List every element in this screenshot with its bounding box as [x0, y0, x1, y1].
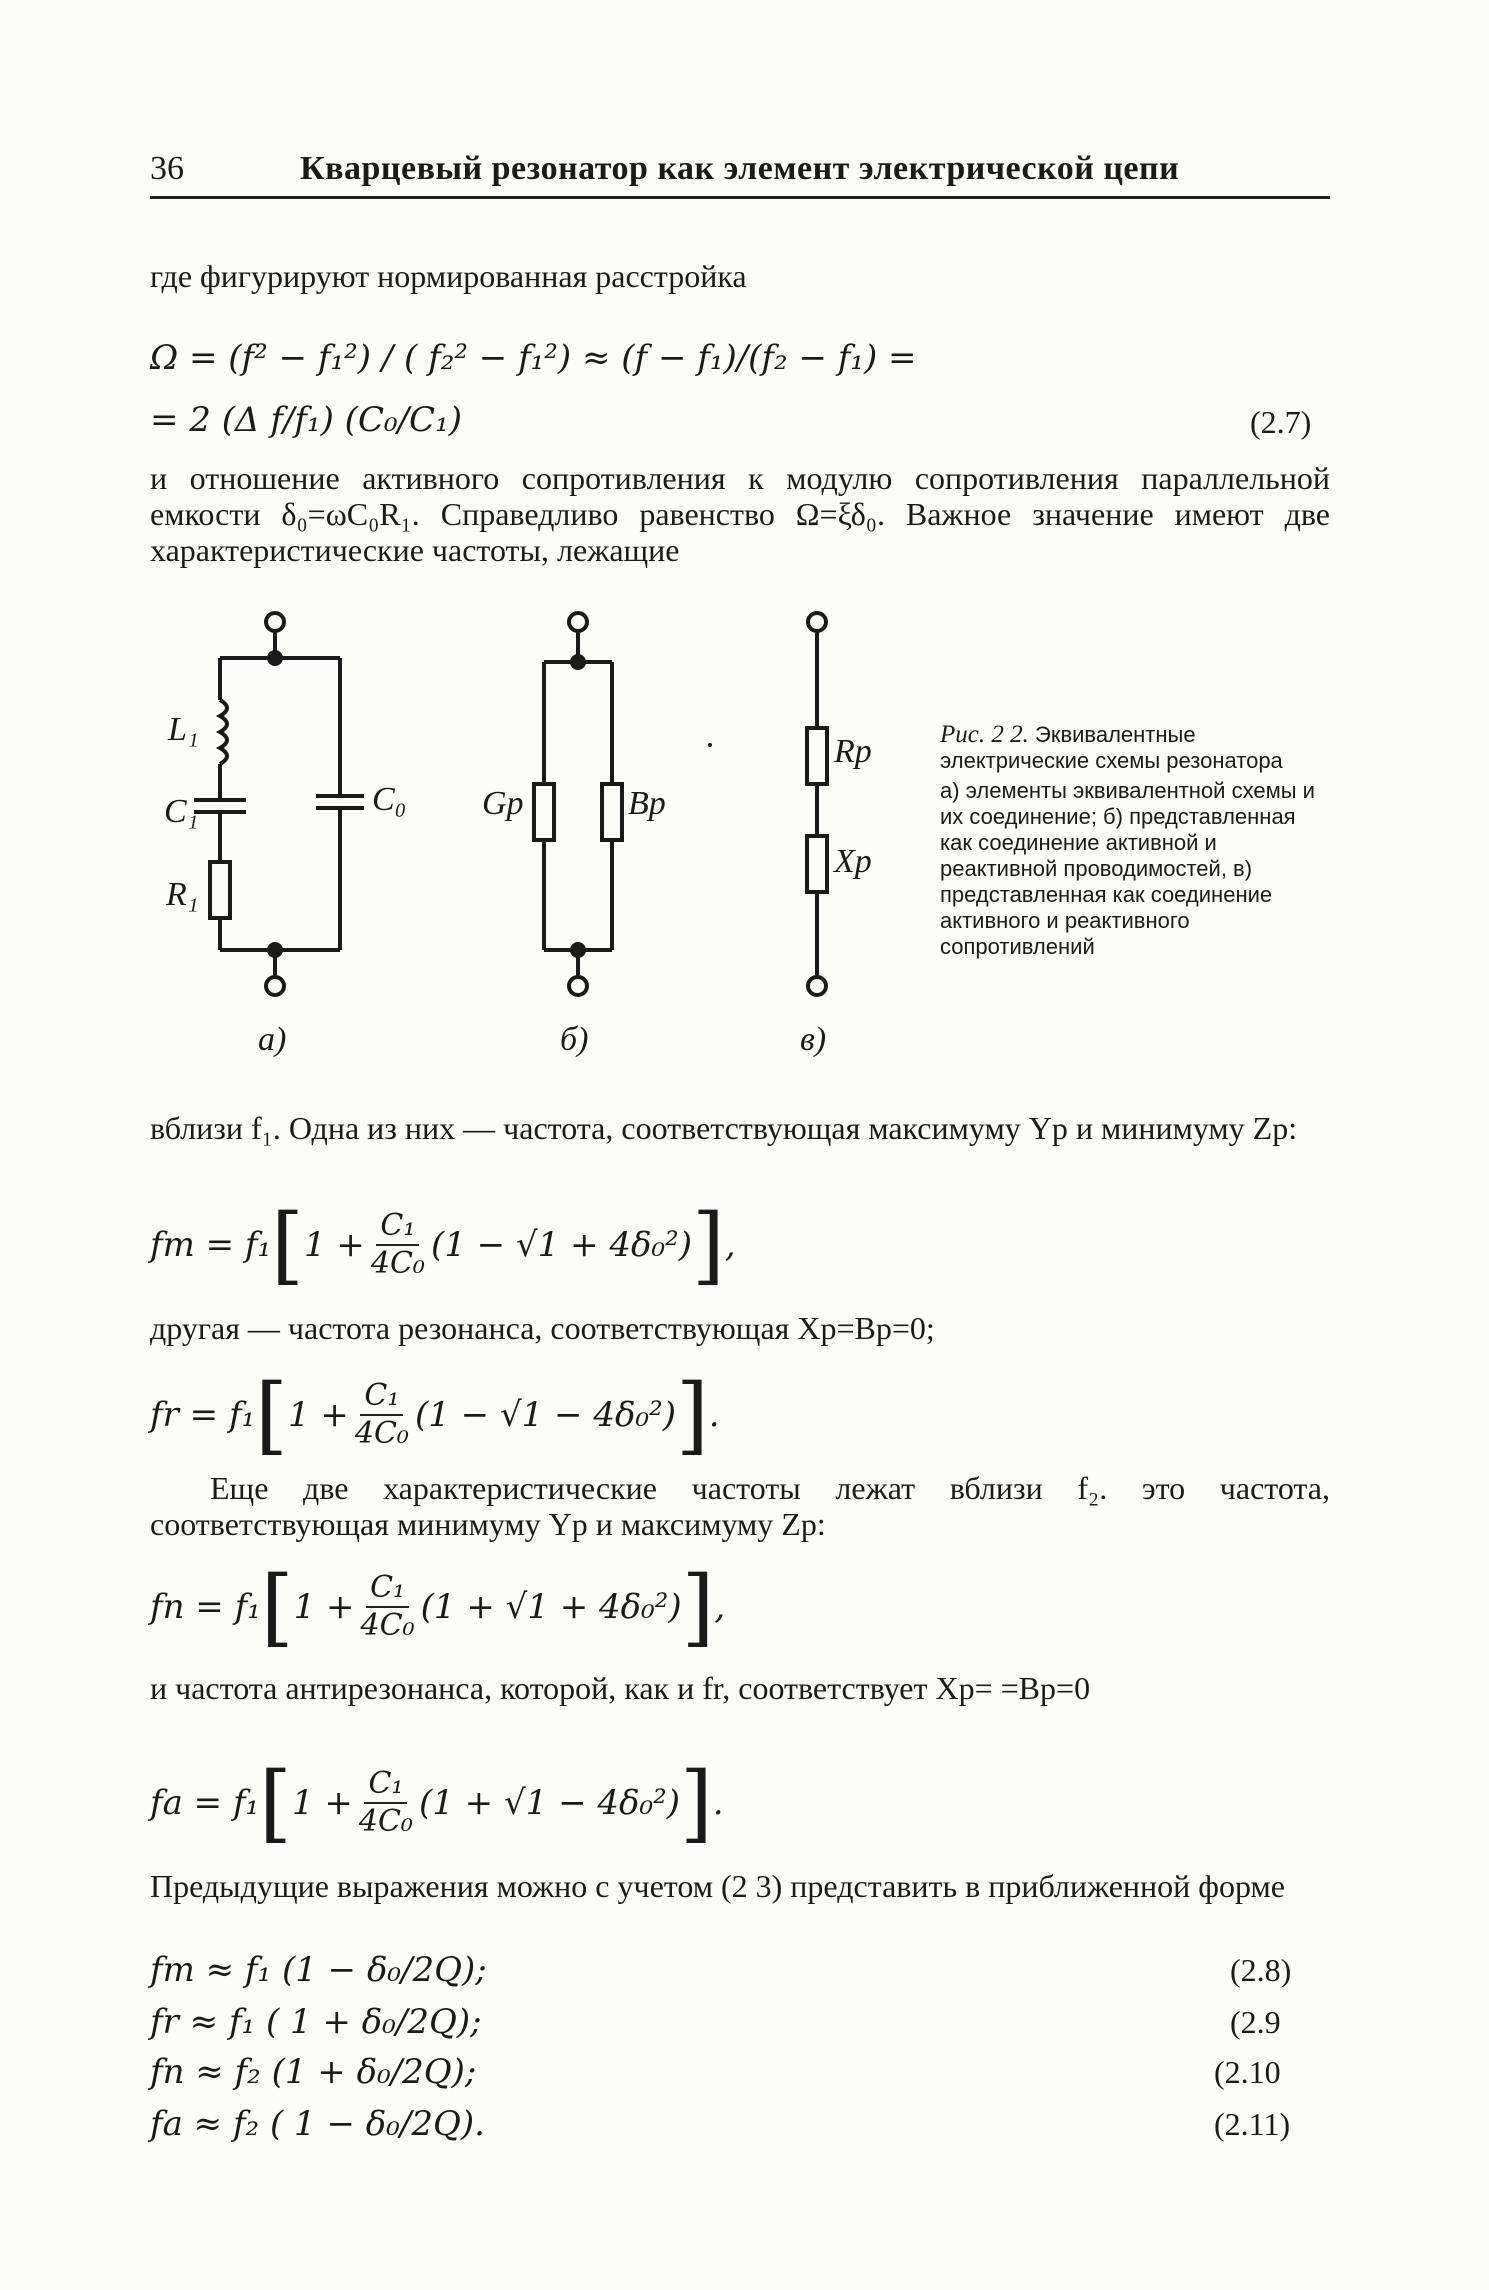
formula-fm-paren: (1 − √1 + 4δ₀²)	[430, 1225, 692, 1265]
caption-body: а) элементы эквивалентной схемы и их соединение; б) представленная как соединение активной и реактивной проводимостей, в) представленная как соединение активного и реактивного сопротивлений	[940, 778, 1315, 959]
running-title: Кварцевый резонатор как элемент электрической цепи	[300, 150, 1180, 187]
page-header	[150, 150, 1330, 199]
figure-caption	[940, 722, 1325, 960]
eq-2-7-number: (2.7)	[1250, 404, 1312, 440]
label-a: а)	[258, 1021, 287, 1058]
paragraph-4: Еще две характеристические частоты лежат вблизи f₂. это частота, соответствующая минимуму Yр и максимуму Zр:	[150, 1470, 1330, 1542]
resistor-gp	[534, 784, 554, 840]
label-v: в)	[800, 1021, 827, 1058]
label-c0: C₀	[372, 781, 407, 818]
approx-2-9: fr ≈ f₁ ( 1 + δ₀/2Q);	[150, 2002, 482, 2042]
resistor-rp	[807, 728, 827, 784]
formula-fm: fm = f₁ [ 1 + $\frac{\text{C₁}}{\text{4C₀}}$ (1 − √1 + 4δ₀²) ] ,	[150, 1196, 736, 1294]
paragraph-5: и частота антирезонанса, которой, как и fr, соответствует Xр= =Bр=0	[150, 1670, 1091, 1706]
fraction: $\frac{\text{C₁}}{\text{4C₀}}$	[370, 1208, 425, 1281]
circuit-v	[807, 613, 827, 995]
label-xp: Xр	[834, 843, 872, 880]
formula-fa: fa = f₁ [ 1 + $\frac{\text{C₁}}{\text{4C₀}}$ (1 + √1 − 4δ₀²) ] .	[150, 1754, 724, 1852]
circuit-a	[194, 613, 364, 995]
formula-fr: fr = f₁ [ 1 + $\frac{\text{C₁}}{\text{4C₀}}$ (1 − √1 − 4δ₀²) ] .	[150, 1366, 720, 1464]
formula-fn: fn = f₁ [ 1 + $\frac{\text{C₁}}{\text{4C₀}}$ (1 + √1 + 4δ₀²) ] ,	[150, 1558, 726, 1656]
bracket-close: ]	[691, 1196, 725, 1294]
label-gp: Gр	[482, 785, 524, 822]
bracket-open: [	[271, 1196, 304, 1294]
caption-title-rest: Эквивалентные электрические схемы резонатора	[940, 722, 1283, 773]
circuit-figure	[150, 600, 910, 1070]
approx-2-11-number: (2.11)	[1214, 2106, 1291, 2142]
resistor-xp	[807, 836, 827, 892]
approx-2-10-number: (2.10	[1214, 2054, 1281, 2090]
intro-text: где фигурируют нормированная расстройка	[150, 258, 747, 294]
approx-2-11: fa ≈ f₂ ( 1 − δ₀/2Q).	[150, 2104, 485, 2144]
paragraph-3: другая — частота резонанса, соответствующая Xр=Bр=0;	[150, 1310, 935, 1346]
approx-2-8: fm ≈ f₁ (1 − δ₀/2Q);	[150, 1950, 487, 1990]
label-r1: R₁	[166, 876, 199, 913]
eq-2-7-line2: = 2 (Δ f/f₁) (C₀/C₁)	[150, 400, 462, 440]
label-bp: Bр	[628, 785, 666, 822]
paragraph-6: Предыдущие выражения можно с учетом (2 3) представить в приближенной форме	[150, 1868, 1285, 1904]
approx-2-8-number: (2.8)	[1230, 1952, 1292, 1988]
formula-fm-one: 1 +	[303, 1225, 365, 1265]
formula-fm-lhs: fm = f₁	[150, 1225, 272, 1265]
eq-2-7-line1: Ω = (f² − f₁²) / ( f₂² − f₁²) ≈ (f − f₁)/(f₂ − f₁) =	[150, 338, 917, 378]
approx-2-9-number: (2.9	[1230, 2004, 1281, 2040]
circuit-b	[534, 613, 622, 995]
resistor-bp	[602, 784, 622, 840]
terminal-bottom-a	[266, 977, 284, 995]
inductor-l1	[220, 700, 227, 764]
label-c1: C₁	[164, 793, 199, 830]
paragraph-1: и отношение активного сопротивления к модулю сопротивления параллельной емкости δ₀=ωC₀R₁. Справедливо равенство Ω=ξδ₀. Важное значение имеют две характеристические частоты, лежащие	[150, 460, 1330, 568]
terminal-top-a	[266, 613, 284, 631]
caption-title: Рис. 2 2.	[940, 721, 1029, 748]
page-number: 36	[150, 150, 184, 187]
label-b: б)	[560, 1021, 589, 1058]
approx-2-10: fn ≈ f₂ (1 + δ₀/2Q);	[150, 2052, 477, 2092]
paragraph-2: вблизи f₁. Одна из них — частота, соответствующая максимуму Yр и минимуму Zр:	[150, 1110, 1298, 1146]
label-rp: Rр	[834, 733, 872, 770]
resistor-r1	[210, 862, 230, 918]
label-l1: L₁	[168, 711, 199, 748]
